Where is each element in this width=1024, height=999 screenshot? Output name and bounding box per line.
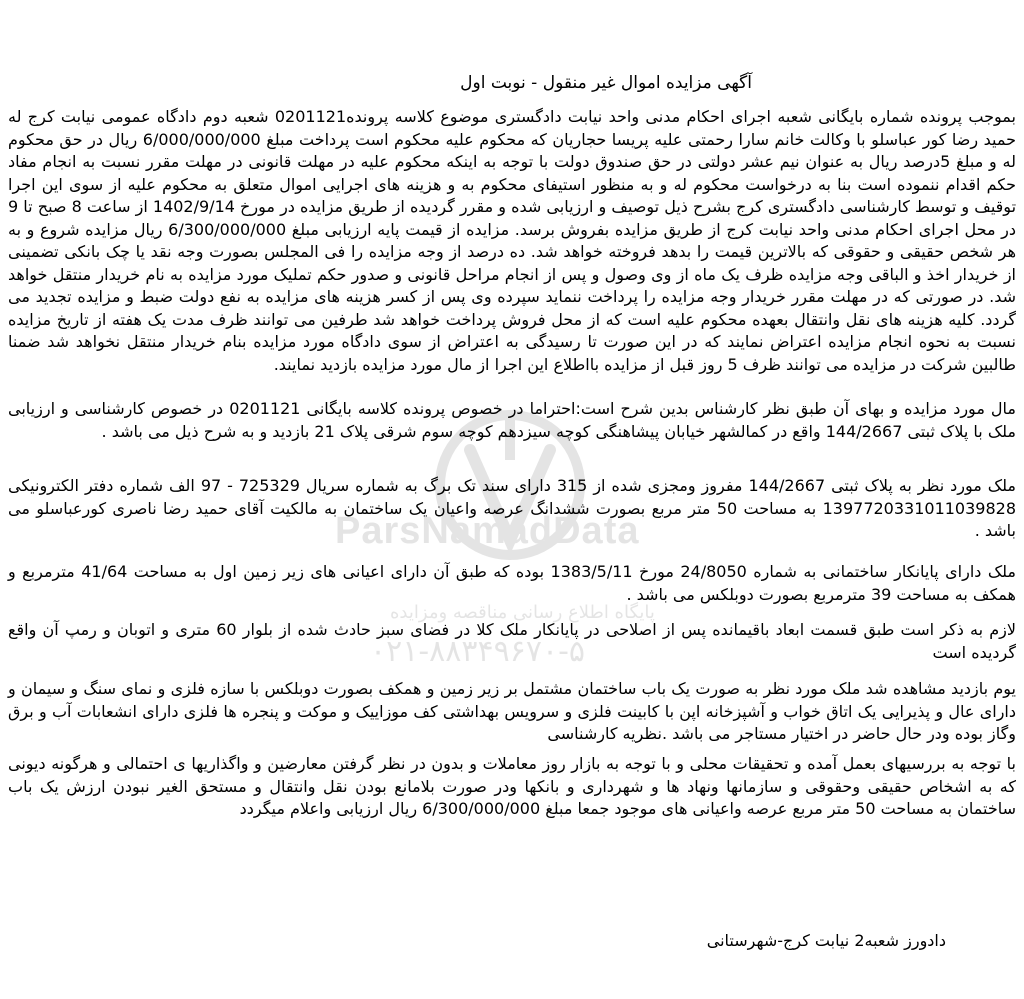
- watermark-brand: ParsNamadData: [335, 510, 640, 552]
- paragraph-property-deed: ملک مورد نظر به پلاک ثبتی 144/2667 مفروز ومجزی شده از 315 دارای سند تک برگ به شماره سریال 725329 - 97 الف شماره دفتر الکترونیکی 139772033101103982‌8 به مساحت 50 متر مربع بصورت ششدانگ عرصه واعیان یک ساختمان به مالکیت آقای حمید رضا ناصری کورعباسلو می باشد .: [8, 476, 1017, 540]
- notice-title: آگهی مزایده اموال غیر منقول - نوبت اول: [460, 73, 752, 93]
- watermark-phone: ۰۲۱-۸۸۳۴۹۶۷۰-۵: [370, 634, 586, 669]
- paragraph-valuation: با توجه به بررسیهای بعمل آمده و تحقیقات محلی و با توجه به بازار روز معاملات و بدون در نظر گرفتن معارضین و واگذاریها ی احتمالی و هرگونه دیونی که به اشخاص حقیقی وحقوقی و سازمانها ونهاد ها و شهرداری و بانکها ودر صورت بلامانع بودن نقل وانتقال و مستحق الغیر نبودن ارزش یک باب ساختمان به مساحت 50 متر مربع عرصه واعیانی های موجود جمعا مبلغ 6/300/000/000 ریال ارزیابی واعلام میگردد: [8, 754, 1016, 818]
- watermark-subtitle: پایگاه اطلاع رسانی مناقصه ومزایده: [390, 602, 655, 623]
- paragraph-building-permit: ملک دارای پایانکار ساختمانی به شماره 24/8050 مورخ 1383/5/11 بوده که طبق آن دارای اعیانی های زیر زمین اول به مساحت 41/64 مترمربع و همکف به مساحت 39 مترمربع بصورت دوبلکس می باشد .: [8, 562, 1017, 604]
- paragraph-inspection: یوم بازدید مشاهده شد ملک مورد نظر به صورت یک باب ساختمان مشتمل بر زیر زمین و همکف بصورت دوبلکس با سازه فلزی و نمای سنگ و سیمان و دارای عال و پذیرایی یک اتاق خواب و آشپزخانه اپن با کابینت فلزی و سرویس بهداشتی کف موزاییک و موکت و پنجره ها فلزی دارای انشعابات آب و برق وگاز بوده ودر حال حاضر در اختیار مستاجر می باشد .نظریه کارشناسی: [8, 679, 1016, 743]
- paragraph-green-space-note: لازم به ذکر است طبق قسمت ابعاد باقیمانده پس از اصلاحی در پایانکار ملک کلا در فضای سبز حادث شده از بلوار 60 متری و اتوبان و رمپ آن واقع گردیده است: [8, 620, 1016, 662]
- paragraph-expert-intro: مال مورد مزایده و بهای آن طبق نظر کارشناس بدین شرح است:احتراما در خصوص پرونده کلاسه بایگانی 0201121 در خصوص کارشناسی و ارزیابی ملک با پلاک ثبتی 144/2667 واقع در کمالشهر خیابان پیشاهنگی کوچه سیزدهم کوچه سوم شرقی پلاک 21 بازدید و به شرح ذیل می باشد .: [8, 399, 1017, 441]
- signature-line: دادورز شعبه2 نیابت کرج-شهرستانی: [706, 931, 946, 950]
- paragraph-auction-terms: بموجب پرونده شماره بایگانی شعبه اجرای احکام مدنی واحد نیابت دادگستری موضوع کلاسه پرونده0201121 شعبه دوم دادگاه عمومی نیابت کرج له حمید رضا کور عباسلو با وکالت خانم سارا رحمتی علیه پریسا حجاریان که محکوم علیه محکوم است پرداخت مبلغ 6/000/000/000 ریال در حق محکوم له و مبلغ 5درصد ریال به عنوان نیم عشر دولتی در حق صندوق دولت با توجه به اینکه محکوم علیه در مهلت قانونی در مهلت مقرر نسبت به انجام مفاد حکم اقدام ننموده است بنا به درخواست محکوم له و به منظور استیفای محکوم به و هزینه های اجرایی اموال متعلق به محکوم علیه از سوی این اجرا توقیف و توسط کارشناسی دادگستری کرج بشرح ذیل توصیف و ارزیابی شده و مقرر گردیده از طریق مزایده در مورخ 1402/9/14 از ساعت 8 صبح تا 9 در محل اجرای احکام مدنی واحد نیابت کرج از طریق مزایده بفروش برسد. مزایده از قیمت پایه ارزیابی مبلغ 6/300/000/000 ریال مزایده شروع و به هر شخص حقیقی و حقوقی که بالاترین قیمت را بدهد فروخته خواهد شد. ده درصد از وجه مزایده را فی المجلس بصورت وجه نقد یا چک بانکی تضمینی از خریدار اخذ و الباقی وجه مزایده ظرف یک ماه از وی وصول و پس از انجام مراحل قانونی و صدور حکم تملیک مورد مزایده به نام خریدار منتقل خواهد شد. در صورتی که در مهلت مقرر خریدار وجه مزایده را پرداخت ننماید سپرده وی پس از کسر هزینه های مزایده به نفع دولت ضبط و مزایده تجدید می گردد. کلیه هزینه های نقل وانتقال بعهده محکوم علیه است که از محل فروش پرداخت خواهد شد طرفین می توانند ظرف مدت یک هفته از تاریخ مزایده نسبت به نحوه انجام مزایده اعتراض نمایند که در این صورت تا رسیدگی به اعتراض از سوی دادگاه مورد مزایده بنام خریدار منتقل نخواهد شد ضمنا طالبین شرکت در مزایده می توانند ظرف 5 روز قبل از مزایده بااطلاع این اجرا از مال مورد مزایده بازدید نمایند.: [8, 107, 1017, 374]
